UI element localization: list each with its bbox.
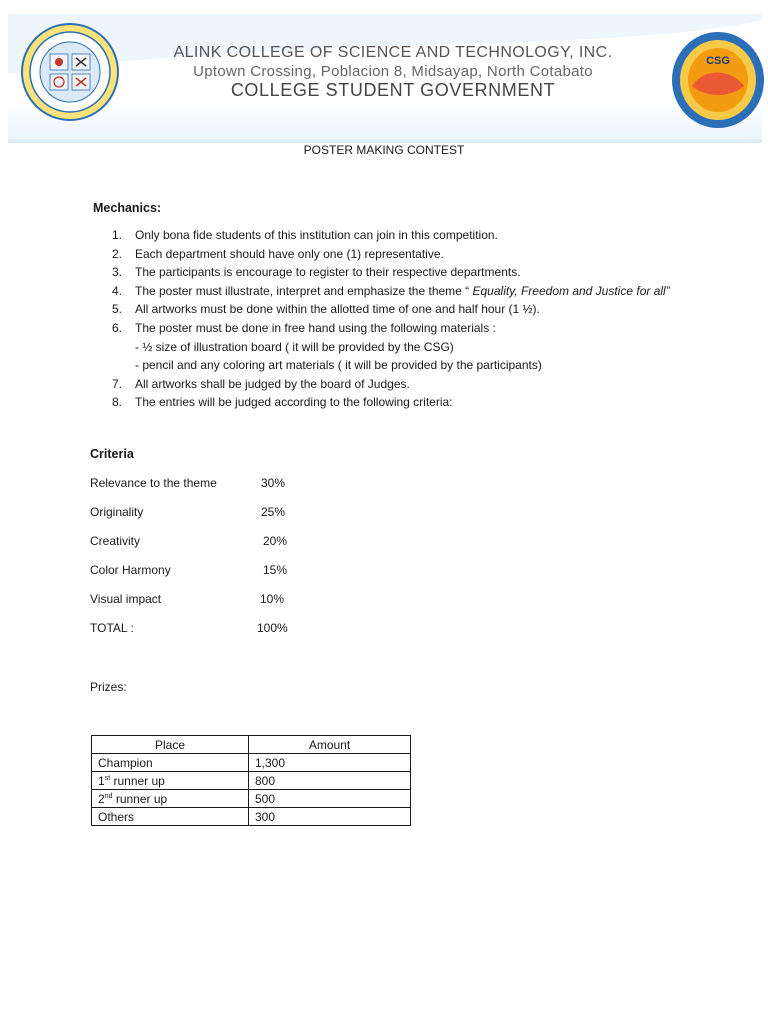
criteria-total-value: 100%: [257, 621, 288, 635]
amount-cell: 500: [249, 790, 411, 808]
list-item: 5. All artworks must be done within the allotted time of one and half hour (1 ½).: [112, 302, 540, 317]
list-item: 8. The entries will be judged according to the following criteria:: [112, 395, 453, 410]
column-header-amount: Amount: [249, 736, 411, 754]
student-government-title: COLLEGE STUDENT GOVERNMENT: [230, 80, 556, 100]
letterhead: [8, 14, 762, 143]
list-item: 7. All artworks shall be judged by the board of Judges.: [112, 376, 410, 391]
criteria-label: Visual impact: [90, 592, 162, 606]
place-cell: 2nd runner up: [92, 790, 249, 808]
criteria-total-label: TOTAL :: [90, 621, 134, 635]
criteria-heading: Criteria: [90, 447, 134, 461]
college-address: Uptown Crossing, Poblacion 8, Midsayap, North Cotabato: [193, 63, 593, 80]
prizes-table: [91, 735, 411, 826]
criteria-value: 25%: [261, 505, 286, 519]
csg-seal-logo: [670, 28, 766, 136]
amount-cell: 1,300: [249, 754, 411, 772]
criteria-label: Color Harmony: [90, 563, 171, 577]
material-item: - pencil and any coloring art materials ( it will be provided by the participants): [135, 358, 542, 373]
list-item: 2. Each department should have only one (1) representative.: [112, 246, 444, 261]
college-name: ALINK COLLEGE OF SCIENCE AND TECHNOLOGY, INC.: [173, 44, 613, 61]
mechanics-list: [112, 226, 672, 412]
table-row: [92, 754, 411, 772]
college-seal-logo: [20, 22, 120, 122]
list-item: 3. The participants is encourage to register to their respective departments.: [112, 265, 521, 280]
criteria-label: Relevance to the theme: [90, 476, 217, 490]
theme-text: Equality, Freedom and Justice for all”: [472, 283, 670, 298]
letterhead-text: [158, 44, 628, 101]
criteria-value: 30%: [261, 476, 286, 490]
place-cell: Others: [92, 808, 249, 826]
mechanics-heading: Mechanics:: [93, 201, 162, 215]
amount-cell: 300: [249, 808, 411, 826]
place-cell: 1st runner up: [92, 772, 249, 790]
csg-logo-text: CSG: [706, 55, 730, 67]
material-item: - ½ size of illustration board ( it will be provided by the CSG): [135, 339, 454, 354]
prizes-heading: Prizes:: [90, 680, 127, 694]
list-item: 6. The poster must be done in free hand using the following materials : - ½ size of illustration board ( it will be provided by the CSG) - pencil and any coloring art materials ( it will be provided by the participants): [112, 320, 542, 373]
list-item: 1. Only bona fide students of this institution can join in this competition.: [112, 228, 498, 242]
table-header-row: [92, 736, 411, 754]
table-row: [92, 790, 411, 808]
criteria-label: Creativity: [90, 534, 141, 548]
criteria-value: 15%: [263, 563, 288, 577]
amount-cell: 800: [249, 772, 411, 790]
document-title: POSTER MAKING CONTEST: [303, 143, 465, 157]
criteria-label: Originality: [90, 505, 144, 519]
table-row: [92, 772, 411, 790]
criteria-value: 10%: [260, 592, 285, 606]
criteria-value: 20%: [263, 534, 288, 548]
table-row: [92, 808, 411, 826]
column-header-place: Place: [92, 736, 249, 754]
list-item: 4. The poster must illustrate, interpret and emphasize the theme “ Equality, Freedom and Justice for all”: [112, 283, 670, 298]
place-cell: Champion: [92, 754, 249, 772]
